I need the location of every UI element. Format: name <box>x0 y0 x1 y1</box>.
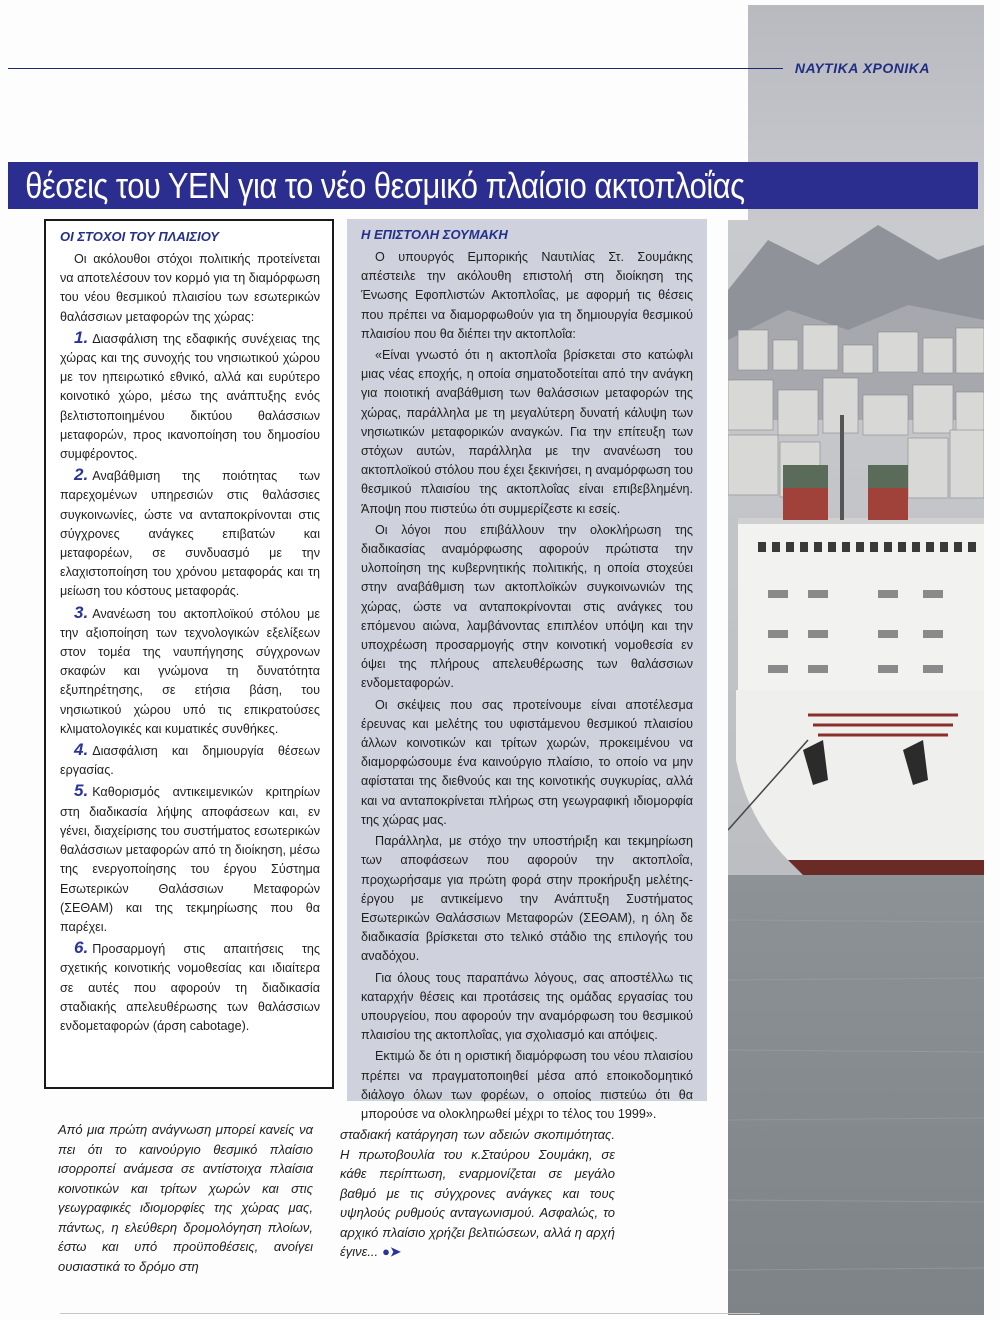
footer-rule <box>60 1313 760 1314</box>
goal-number: 3. <box>74 602 89 622</box>
goal-number: 6. <box>74 938 89 958</box>
closing-text-right: σταδιακή κατάργηση των αδειών σκοπιμότητας. Η πρωτοβουλία του κ.Σταύρου Σουμάκη, σε κάθε περίπτωση, εναρμονίζεται σε μεγάλο βαθμό με τις σύγχρονες ανάγκες και τους υψηλούς ρυθμούς ανταγωνισμού. Ασφαλώς, το αρχικό πλαίσιο χρήζει βελτιώσεων, αλλά η αρχή έγινε... <box>340 1127 615 1259</box>
goal-text: Ανανέωση του ακτοπλοϊκού στόλου με την αξιοποίηση των τεχνολογικών εξελίξεων στον τομέα της ναυπήγησης σύγχρονων σκαφών και γνώμονα τη δυνατότητα εξυπηρέτησης, σε ετήσια βάση, του νησιωτικού χώρου υπό τις επικρατούσες κλιματολογικές και κυματικές συνθήκες. <box>60 606 320 736</box>
letter-paragraph: Για όλους τους παραπάνω λόγους, σας αποστέλλω τις καταρχήν θέσεις και προτάσεις της ομάδας εργασίας του υπουργείου, που αφορούν την αναμόρφωση του θεσμικού πλαισίου της ακτοπλοΐας, για σχολιασμό και απόψεις. <box>361 970 693 1043</box>
goal-text: Αναβάθμιση της ποιότητας των παρεχομένων υπηρεσιών στις θαλάσσιες συγκοινωνίες, ώστε να ανταποκρίνονται στις σύγχρονες ανάγκες επιβατών και μεταφορέων, σε συνδυασμό με την ελαχιστοποίηση του χρόνου μεταφοράς και τη μείωση του κόστους μεταφοράς. <box>60 469 320 599</box>
letter-box <box>347 219 707 1121</box>
letter-paragraph: Οι λόγοι που επιβάλλουν την ολοκλήρωση της διαδικασίας αναμόρφωσης αφορούν πρώτιστα την υλοποίηση της κυβερνητικής πολιτικής, η οποία στοχεύει στην αναβάθμιση των ακτοπλοϊκών συγκοινωνιών της χώρας, ώστε να ανταποκρίνονται στις ανάγκες του επόμενου αιώνα, λαμβάνοντας επιπλέον υπόψη και την υποχρέωση προσαρμογής στην κοινοτική νομοθεσία εν όψει της πλήρους απελευθέρωσης των θαλάσσιων ενδομεταφορών. <box>361 522 693 691</box>
goal-text: Διασφάλιση της εδαφικής συνέχειας της χώρας και της συνοχής του νησιωτικού χώρου με τον ηπειρωτικό εθνικό, αλλά και ευρύτερο κοινοτικό χώρο, μέσω της ανάπτυξης ενός βελτιστοποιημένου δικτύου θαλάσσιων μεταφορών, προς ικανοποίηση του δημοσίου συμφέροντος. <box>60 331 320 462</box>
closing-paragraph-right <box>340 1125 615 1262</box>
magazine-name: ΝΑΥΤΙΚΑ ΧΡΟΝΙΚΑ <box>794 60 930 76</box>
goal-item <box>60 328 320 464</box>
goal-item <box>60 603 320 739</box>
goal-number: 2. <box>74 465 89 485</box>
goals-intro: Οι ακόλουθοι στόχοι πολιτικής προτείνεται να αποτελέσουν τον κορμό για τη διαμόρφωση του νέου θεσμικού πλαισίου των εσωτερικών θαλάσσιων μεταφορών της χώρας: <box>60 252 320 324</box>
goals-heading: ΟΙ ΣΤΟΧΟΙ ΤΟΥ ΠΛΑΙΣΙΟΥ <box>60 229 219 244</box>
goal-item <box>60 781 320 937</box>
header-rule <box>8 68 783 69</box>
goals-box <box>44 219 334 1089</box>
letter-paragraph: Παράλληλα, με στόχο την υποστήριξη και τεκμηρίωση των αποφάσεων που αφορούν την ακτοπλοΐα, προχωρήσαμε για πρώτη φορά στην προκήρυξη μελέτης-έργου με αντικείμενο την Ανάπτυξη Συστήματος Εσωτερικών Θαλάσσιων Μεταφορών (ΣΕΘΑΜ), η όλη δε διαδικασία βρίσκεται στο τελικό στάδιο της επιλογής του αναδόχου. <box>361 834 693 964</box>
goal-text: Προσαρμογή στις απαιτήσεις της σχετικής κοινοτικής νομοθεσίας και ιδιαίτερα σε αυτές που αφορούν τη διαδικασία σταδιακής απελευθέρωσης των θαλάσσιων ενδομεταφορών (άρση cabotage). <box>60 942 320 1033</box>
letter-paragraph: Ο υπουργός Εμπορικής Ναυτιλίας Στ. Σουμάκης απέστειλε την ακόλουθη επιστολή στη διοίκηση της Ένωσης Εφοπλιστών Ακτοπλοΐας, με αφορμή τις θέσεις που πρέπει να διαμορφωθούν για τη δημιουργία θεσμικού πλαισίου που θα διέπει την ακτοπλοΐα: <box>361 250 693 341</box>
goal-number: 1. <box>74 327 89 347</box>
letter-paragraph: Εκτιμώ δε ότι η οριστική διαμόρφωση του νέου πλαισίου πρέπει να πραγματοποιηθεί μέσα από εποικοδομητικό διάλογο όλων των φορέων, ο οποίος πιστεύω ότι θα μπορούσε να ολοκληρωθεί μέχρι το τέλος του 1999». <box>361 1049 693 1121</box>
letter-paragraph: Οι σκέψεις που σας προτείνουμε είναι αποτέλεσμα έρευνας και μελέτης του υφιστάμενου θεσμικού πλαισίου άλλων κοινοτικών και τρίτων χωρών, προκειμένου να διαμορφώσουμε ένα καινούργιο πλαίσιο, το οποίο να μην αφίσταται της διεθνούς και της κοινοτικής συγκυρίας, αλλά και να ανταποκρίνεται πλήρως στη γεωγραφική ιδιομορφία της χώρας μας. <box>361 697 693 827</box>
goal-number: 4. <box>74 740 89 760</box>
end-of-article-icon: ●➤ <box>382 1244 401 1259</box>
goal-item <box>60 938 320 1036</box>
letter-paragraph: «Είναι γνωστό ότι η ακτοπλοΐα βρίσκεται στο κατώφλι μιας νέας εποχής, η οποία σηματοδοτείται από την ανάγκη για ποιοτική αναβάθμιση των θαλάσσιων μεταφορών της χώρας, παράλληλα με τη μεγαλύτερη δυνατή κάλυψη των νησιωτικών μεταφορικών αναγκών. Για την επίτευξη των στόχων αυτών, παράλληλα με την ανανέωση του ακτοπλοϊκού στόλου που έχει ξεκινήσει, η αναμόρφωση του θεσμικού πλαισίου της ακτοπλοΐας είναι επιβεβλημένη. Άποψη που πιστεύω ότι συμμερίζεστε κι εσείς. <box>361 348 693 516</box>
letter-heading: Η ΕΠΙΣΤΟΛΗ ΣΟΥΜΑΚΗ <box>361 227 508 242</box>
closing-paragraph-left: Από μια πρώτη ανάγνωση μπορεί κανείς να πει ότι το καινούργιο θεσμικό πλαίσιο ισορροπεί ανάμεσα σε αντίστοιχα πλαίσια κοινοτικών και τρίτων χωρών και στις γεωγραφικές ιδιομορφίες της χώρας μας, πάντως, η ελεύθερη δρομολόγηση πλοίων, έστω και υπό προϋποθέσεις, ανοίγει ουσιαστικά το δρόμο στη <box>58 1122 313 1274</box>
article-title: θέσεις του ΥΕΝ για το νέο θεσμικό πλαίσιο ακτοπλοΐας <box>25 165 745 206</box>
goal-text: Καθορισμός αντικειμενικών κριτηρίων στη διαδικασία λήψης αποφάσεων και, εν γένει, διαχείρισης του συστήματος εσωτερικών θαλάσσιων μεταφορών από τη διοίκηση, μέσω της ενεργοποίησης του έργου Σύστημα Εσωτερικών Θαλάσσιων Μεταφορών (ΣΕΘΑΜ) και της τεκμηρίωσης που θα παρέχει. <box>60 785 320 934</box>
goal-text: Διασφάλιση και δημιουργία θέσεων εργασίας. <box>60 744 320 778</box>
goal-item <box>60 465 320 601</box>
title-bar <box>8 162 978 209</box>
goal-item <box>60 740 320 780</box>
ship-photo <box>728 220 984 1315</box>
goal-number: 5. <box>74 781 89 801</box>
